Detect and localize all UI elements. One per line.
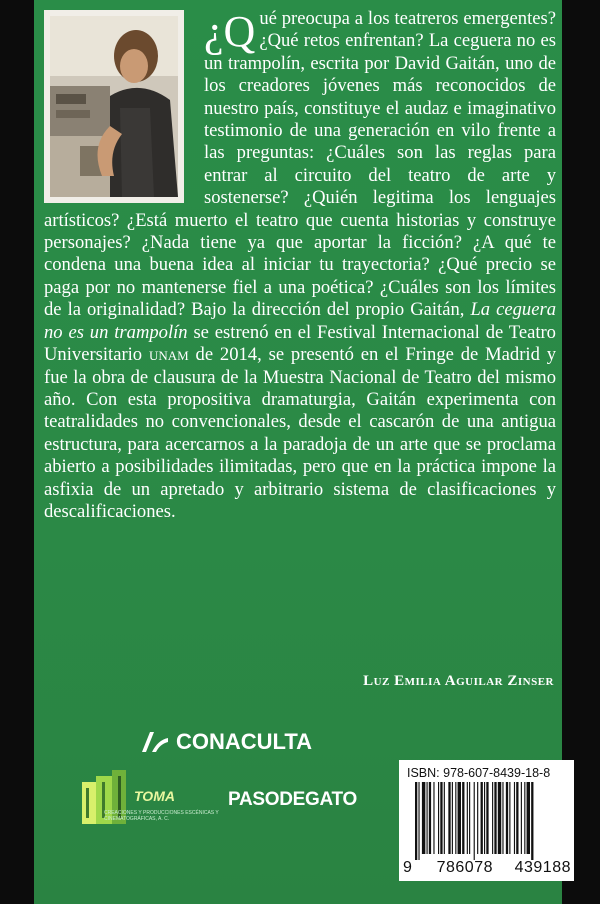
- barcode-bar: [415, 782, 417, 860]
- barcode-digit-group-2: 439188: [514, 859, 571, 876]
- barcode-bar: [527, 782, 530, 854]
- barcode-bar: [502, 782, 503, 854]
- barcode-bar: [418, 782, 419, 860]
- barcode-bar: [531, 782, 533, 860]
- barcode-bar: [467, 782, 468, 854]
- dropcap: ¿Q: [204, 7, 256, 56]
- barcode-bar: [458, 782, 461, 854]
- barcode-bar: [469, 782, 470, 854]
- book-title: La ceguera no es un trampolín: [44, 299, 556, 343]
- barcode-digit-group-1: 786078: [436, 859, 493, 876]
- conaculta-logo: [140, 729, 312, 755]
- barcode-bar: [477, 782, 478, 854]
- barcode-bar: [427, 782, 428, 854]
- barcode-bar: [448, 782, 450, 854]
- author-signature: Luz Emilia Aguilar Zinser: [363, 673, 554, 689]
- barcode-bar: [484, 782, 485, 854]
- blurb-text: [44, 8, 556, 523]
- blurb-closing: de 2014, se presentó en el Fringe de Madrid y fue la obra de clausura de la Muestra Nacional de Teatro del mismo año. Con esta propositiva dramaturgia, Gaitán experimenta con teatralidades no convencionales, desde el cascarón de una antigua estructura, para acercarnos a la paradoja de un arte que se proclama abierto a posibilidades ilimitadas, pero que en la práctica impone la asfixia de un apretado y arbitrario sistema de clasificaciones y descalificaciones.: [44, 344, 556, 522]
- unam-abbrev: unam: [148, 344, 189, 366]
- pasodegato-logo: PASODEGATO: [228, 789, 357, 810]
- toma-wordmark: TOMA: [134, 788, 175, 804]
- barcode-bar: [474, 782, 475, 860]
- toma-subtitle: CREACIONES Y PRODUCCIONES ESCÉNICAS Y CINEMATOGRÁFICAS, A. C.: [104, 810, 219, 822]
- toma-logo: [82, 770, 222, 830]
- barcode-bar: [481, 782, 483, 854]
- barcode-digit-lead: 9: [403, 859, 413, 876]
- barcode-bar: [422, 782, 425, 854]
- barcode-bar: [514, 782, 515, 854]
- barcode-bar: [524, 782, 525, 854]
- barcode-bar: [492, 782, 493, 854]
- barcode-bars: [407, 782, 567, 860]
- isbn-label: ISBN: 978-607-8439-18-8: [407, 766, 551, 780]
- photo-spacer: [44, 8, 204, 208]
- barcode-bar: [494, 782, 496, 854]
- barcode-bar: [521, 782, 522, 854]
- barcode-digits: [403, 859, 571, 877]
- barcode-bar: [429, 782, 431, 854]
- blurb-middle: se estrenó en el Festival Internacional de Teatro Universitario: [44, 321, 556, 366]
- barcode-bar: [516, 782, 518, 854]
- isbn-barcode: [399, 760, 574, 881]
- conaculta-mark-icon: [140, 730, 170, 754]
- barcode-bar: [444, 782, 445, 854]
- barcode-bar: [462, 782, 464, 854]
- barcode-bar: [506, 782, 508, 854]
- blurb-opening: ué preocupa a los teatreros emergentes? ¿Qué retos enfrentan? La ceguera no es un trampolín, escrita por David Gaitán, uno de los creadores jóvenes más reconocidos de nuestro país, constituye el audaz e imaginativo testimonio de una generación en vilo frente a las preguntas: ¿Cuáles son las reglas para entrar al circuito del teatro de arte y sostenerse? ¿Quién legitima los lenguajes artísticos? ¿Está muerto el teatro que cuenta historias y construye personajes? ¿Nada tiene ya que aportar la ficción? ¿A qué te condena una buena idea al iniciar tu trayectoria? ¿Qué precio se paga por no mantenerse fiel a una poética? ¿Cuáles son los límites de la originalidad? Bajo la dirección del propio Gaitán,: [44, 8, 556, 321]
- barcode-bar: [509, 782, 510, 854]
- barcode-bar: [455, 782, 456, 854]
- barcode-bar: [452, 782, 453, 854]
- conaculta-wordmark: CONACULTA: [176, 729, 313, 754]
- barcode-bar: [438, 782, 439, 854]
- barcode-bar: [498, 782, 501, 854]
- barcode-bar: [486, 782, 488, 854]
- barcode-bar: [440, 782, 442, 854]
- barcode-bar: [433, 782, 434, 854]
